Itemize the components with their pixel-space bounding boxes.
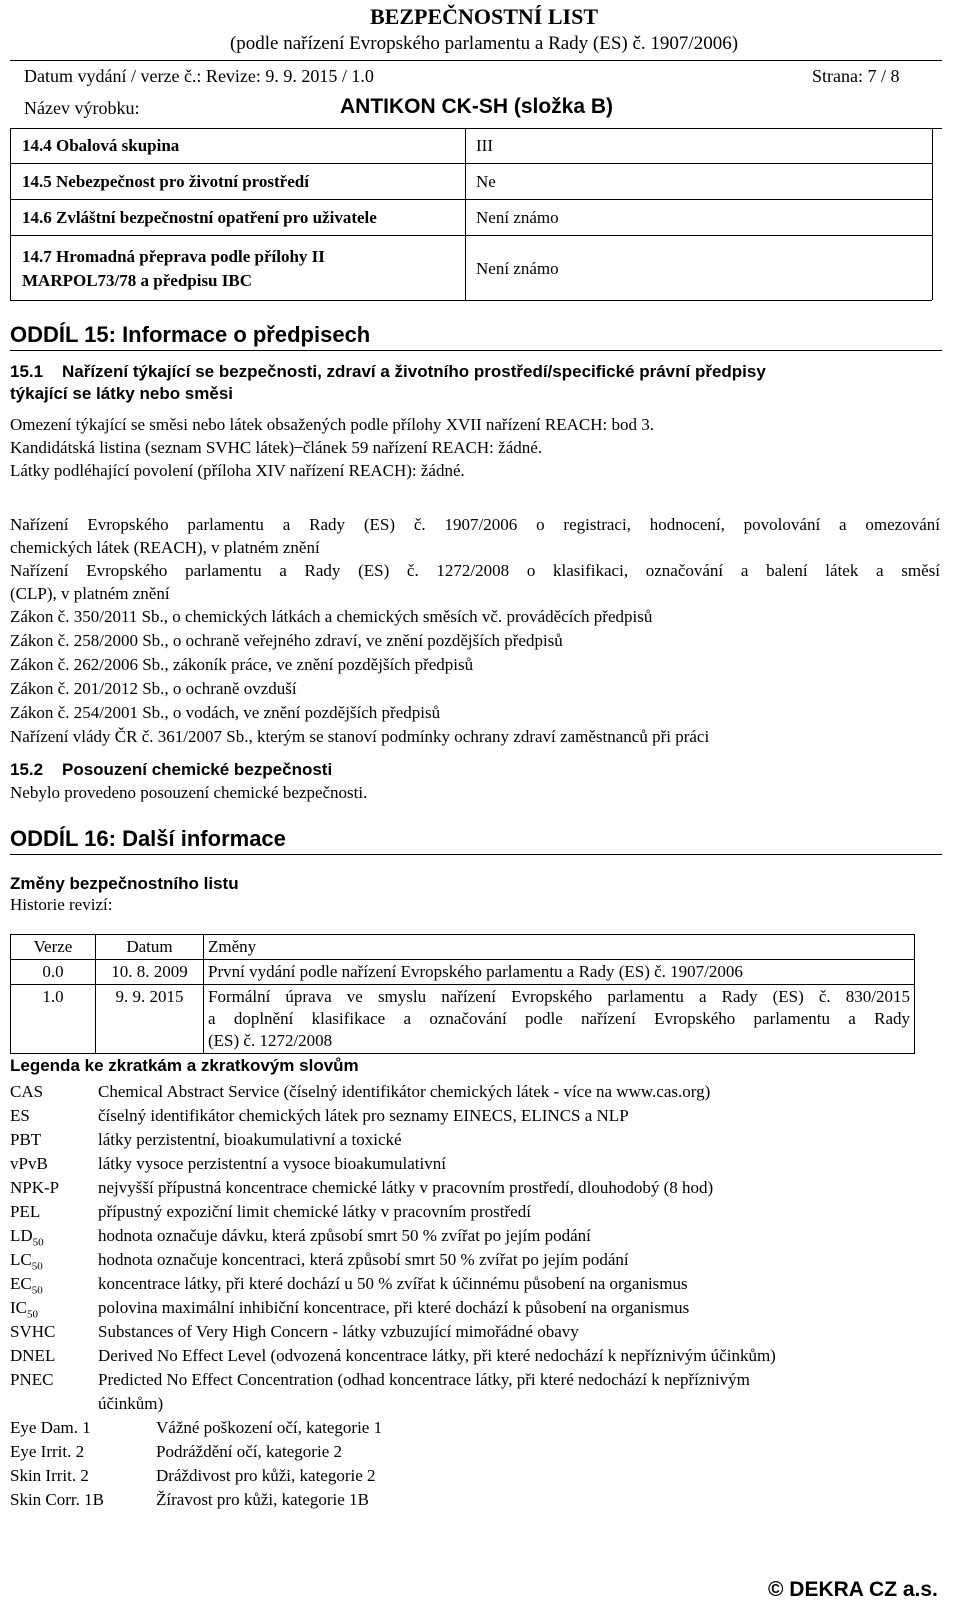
abbreviation-text: Substances of Very High Concern - látky vzbuzující mimořádné obavy bbox=[98, 1322, 579, 1341]
product-name: ANTIKON CK-SH (složka B) bbox=[340, 95, 614, 118]
abbreviation-key: PNEC bbox=[10, 1370, 54, 1389]
transport-row-label: 14.5 Nebezpečnost pro životní prostředí bbox=[22, 172, 309, 191]
abbreviation-item bbox=[10, 1080, 710, 1104]
abbreviation-key: PBT bbox=[10, 1130, 42, 1149]
abbreviation-key-base: EC bbox=[10, 1274, 32, 1293]
document-subtitle: (podle nařízení Evropského parlamentu a Rady (ES) č. 1907/2006) bbox=[229, 33, 739, 54]
abbreviation-key: DNEL bbox=[10, 1346, 56, 1365]
abbreviation-text: Predicted No Effect Concentration (odhad koncentrace látky, při které nedochází k nepříznivým bbox=[98, 1370, 750, 1389]
abbreviation-text: Derived No Effect Level (odvozená koncentrace látky, při které nedochází k nepříznivým účinkům) bbox=[98, 1346, 776, 1365]
regulation-clp-cont: (CLP), v platném znění bbox=[10, 584, 170, 603]
date-cell: 9. 9. 2015 bbox=[96, 985, 204, 1054]
history-label: Historie revizí: bbox=[10, 895, 113, 914]
change-text: a doplnění klasifikace a označování podle nařízení Evropského parlamentu a Rady bbox=[208, 1009, 910, 1028]
restriction-line: Omezení týkající se směsi nebo látek obsažených podle přílohy XVII nařízení REACH: bod 3. bbox=[10, 415, 654, 434]
abbreviation-key: CAS bbox=[10, 1082, 44, 1101]
abbreviation-key-sub: 50 bbox=[31, 1260, 43, 1273]
abbreviation-key: ES bbox=[10, 1106, 30, 1125]
date-cell: 10. 8. 2009 bbox=[96, 960, 204, 985]
abbreviation-key: SVHC bbox=[10, 1322, 56, 1341]
abbreviation-text: hodnota označuje koncentraci, která způsobí smrt 50 % zvířat po jejím podání bbox=[98, 1250, 629, 1269]
law-line: Nařízení vlády ČR č. 361/2007 Sb., kterým se stanoví podmínky ochrany zdraví zaměstnanců při práci bbox=[10, 727, 710, 746]
hazard-text: Dráždivost pro kůži, kategorie 2 bbox=[156, 1466, 376, 1485]
abbreviation-text: číselný identifikátor chemických látek pro seznamy EINECS, ELINCS a NLP bbox=[98, 1106, 629, 1125]
abbreviation-key: PEL bbox=[10, 1202, 41, 1221]
transport-row-label: 14.7 Hromadná přeprava podle přílohy II bbox=[22, 247, 325, 266]
hazard-text: Vážné poškození očí, kategorie 1 bbox=[156, 1418, 383, 1437]
section-16-title: ODDÍL 16: Další informace bbox=[10, 826, 286, 851]
regulation-clp: Nařízení Evropského parlamentu a Rady (ES) č. 1272/2008 o klasifikaci, označování a balení látek a směsí bbox=[10, 561, 940, 580]
abbreviation-item bbox=[10, 1152, 446, 1176]
restriction-line: Látky podléhající povolení (příloha XIV nařízení REACH): žádné. bbox=[10, 461, 465, 480]
hazard-item bbox=[10, 1416, 382, 1440]
restriction-line: Kandidátská listina (seznam SVHC látek) ̶ článek 59 nařízení REACH: žádné. bbox=[10, 438, 543, 457]
hazard-item bbox=[10, 1488, 369, 1512]
document-title: BEZPEČNOSTNÍ LIST bbox=[369, 4, 599, 29]
date-version: Datum vydání / verze č.: Revize: 9. 9. 2015 / 1.0 bbox=[24, 66, 374, 86]
abbreviation-text: přípustný expoziční limit chemické látky v pracovním prostředí bbox=[98, 1202, 531, 1221]
law-line: Zákon č. 201/2012 Sb., o ochraně ovzduší bbox=[10, 679, 297, 698]
transport-row-value: Ne bbox=[476, 172, 496, 191]
law-line: Zákon č. 262/2006 Sb., zákoník práce, ve znění pozdějších předpisů bbox=[10, 655, 474, 674]
abbreviation-item bbox=[10, 1368, 750, 1392]
law-line: Zákon č. 350/2011 Sb., o chemických látkách a chemických směsích vč. prováděcích předpisů bbox=[10, 607, 653, 626]
transport-row-value: Není známo bbox=[476, 259, 559, 278]
table-row bbox=[11, 985, 915, 1054]
law-line: Zákon č. 258/2000 Sb., o ochraně veřejného zdraví, ve znění pozdějších předpisů bbox=[10, 631, 563, 650]
section-15-1-title: 15.1 Nařízení týkající se bezpečnosti, zdraví a životního prostředí/specifické právní předpisy bbox=[10, 362, 766, 381]
abbreviation-key-sub: 50 bbox=[32, 1236, 44, 1249]
legend-title: Legenda ke zkratkám a zkratkovým slovům bbox=[10, 1056, 359, 1075]
table-row bbox=[11, 960, 915, 985]
section-15-title: ODDÍL 15: Informace o předpisech bbox=[10, 322, 371, 347]
abbreviation-text: nejvyšší přípustná koncentrace chemické látky v pracovním prostředí, dlouhodobý (8 hod) bbox=[98, 1178, 714, 1197]
abbreviation-key: vPvB bbox=[10, 1154, 48, 1173]
section-15-1-title-cont: týkající se látky nebo směsi bbox=[10, 384, 234, 403]
hazard-code: Skin Irrit. 2 bbox=[10, 1466, 89, 1485]
section-15-2-title: 15.2 Posouzení chemické bezpečnosti bbox=[10, 760, 333, 779]
abbreviation-text-cont: účinkům) bbox=[98, 1394, 164, 1413]
hazard-text: Podráždění očí, kategorie 2 bbox=[156, 1442, 342, 1461]
table-header: Verze bbox=[11, 935, 96, 960]
abbreviation-text: koncentrace látky, při které dochází u 50 % zvířat k účinnému působení na organismus bbox=[98, 1274, 688, 1293]
hazard-code: Eye Dam. 1 bbox=[10, 1418, 91, 1437]
abbreviation-item bbox=[10, 1200, 531, 1224]
change-text: První vydání podle nařízení Evropského parlamentu a Rady (ES) č. 1907/2006 bbox=[208, 962, 743, 981]
changes-title: Změny bezpečnostního listu bbox=[10, 874, 239, 893]
regulation-reach: Nařízení Evropského parlamentu a Rady (ES) č. 1907/2006 o registraci, hodnocení, povolování a omezování bbox=[10, 515, 940, 534]
hazard-item bbox=[10, 1464, 376, 1488]
law-line: Zákon č. 254/2001 Sb., o vodách, ve znění pozdějších předpisů bbox=[10, 703, 441, 722]
abbreviation-key: NPK-P bbox=[10, 1178, 60, 1197]
abbreviation-item bbox=[10, 1320, 579, 1344]
abbreviation-key-base: LC bbox=[10, 1250, 32, 1269]
section-15-2-text: Nebylo provedeno posouzení chemické bezpečnosti. bbox=[10, 783, 368, 802]
product-label: Název výrobku: bbox=[24, 98, 140, 118]
hazard-code: Eye Irrit. 2 bbox=[10, 1442, 85, 1461]
transport-row-label: 14.4 Obalová skupina bbox=[22, 136, 180, 155]
abbreviation-text: polovina maximální inhibiční koncentrace, při které dochází k působení na organismus bbox=[98, 1298, 690, 1317]
version-cell: 1.0 bbox=[11, 985, 96, 1054]
transport-row-label: MARPOL73/78 a předpisu IBC bbox=[22, 271, 252, 290]
hazard-text: Žíravost pro kůži, kategorie 1B bbox=[156, 1490, 369, 1509]
abbreviation-item bbox=[10, 1128, 402, 1152]
table-header: Změny bbox=[204, 935, 915, 960]
abbreviation-text: Chemical Abstract Service (číselný identifikátor chemických látek - více na www.cas.org) bbox=[98, 1082, 711, 1101]
revision-table bbox=[10, 934, 915, 1054]
abbreviation-key-base: LD bbox=[10, 1226, 33, 1245]
abbreviation-key-sub: 50 bbox=[27, 1308, 38, 1321]
change-text: Formální úprava ve smyslu nařízení Evropského parlamentu a Rady (ES) č. 830/2015 bbox=[208, 987, 910, 1006]
abbreviation-text: hodnota označuje dávku, která způsobí smrt 50 % zvířat po jejím podání bbox=[98, 1226, 591, 1245]
transport-row-value: Není známo bbox=[476, 208, 559, 227]
abbreviation-item bbox=[10, 1344, 776, 1368]
abbreviation-item bbox=[10, 1104, 629, 1128]
page-number: Strana: 7 / 8 bbox=[812, 66, 900, 86]
transport-row-label: 14.6 Zvláštní bezpečnostní opatření pro uživatele bbox=[22, 208, 377, 227]
hazard-item bbox=[10, 1440, 342, 1464]
version-cell: 0.0 bbox=[11, 960, 96, 985]
hazard-code: Skin Corr. 1B bbox=[10, 1490, 104, 1509]
abbreviation-key-base: IC bbox=[10, 1298, 27, 1317]
footer-copyright: © DEKRA CZ a.s. bbox=[768, 1578, 938, 1601]
change-text: (ES) č. 1272/2008 bbox=[208, 1031, 333, 1050]
table-header-row bbox=[11, 935, 915, 960]
abbreviation-text: látky vysoce perzistentní a vysoce bioakumulativní bbox=[98, 1154, 446, 1173]
change-cell bbox=[204, 985, 915, 1054]
abbreviation-text: látky perzistentní, bioakumulativní a toxické bbox=[98, 1130, 402, 1149]
transport-row-value: III bbox=[476, 136, 493, 155]
abbreviation-key-sub: 50 bbox=[31, 1284, 43, 1297]
table-header: Datum bbox=[96, 935, 204, 960]
change-cell bbox=[204, 960, 915, 985]
abbreviation-item bbox=[10, 1176, 713, 1200]
regulation-reach-cont: chemických látek (REACH), v platném znění bbox=[10, 538, 320, 557]
